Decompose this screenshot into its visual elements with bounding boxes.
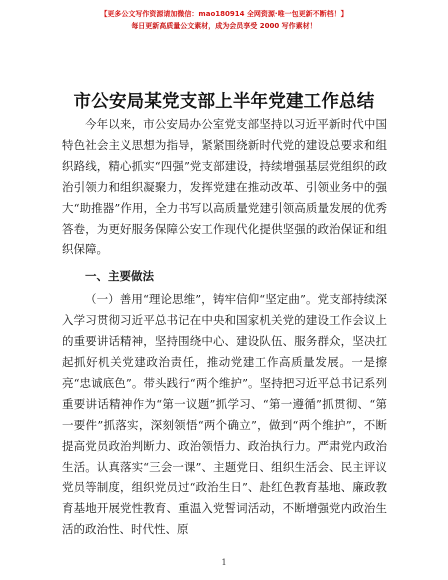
promo-banner-line-2: 每日更新高质量公文素材，成为会员享受 2000 写作素材！ (131, 22, 317, 30)
promo-banner (0, 8, 448, 32)
document-body (62, 114, 387, 540)
section-paragraph: （一）善用“理论思维”，铸牢信仰“坚定曲”。党支部持续深入学习贯彻习近平总书记在中央和国家机关党的建设工作会议上的重要讲话精神，坚持围绕中心、建设队伍、服务群众，坚决扛起抓好机关党建政治责任，推动党建工作高质量发展。一是擦亮“忠诚底色”。带头践行“两个维护”。坚持把习近平总书记系列重要讲话精神作为“第一议题”抓学习、“第一遵循”抓贯彻、“第一要件”抓落实，深刻领悟“两个确立”，做到“两个维护”，不断提高党员政治判断力、政治领悟力、政治执行力。严肃党内政治生活。认真落实“三会一课”、主题党日、组织生活会、民主评议党员等制度，组织党员过“政治生日”、赴红色教育基地、廉政教育基地开展党性教育、重温入党誓词活动，不断增强党内政治生活的政治性、时代性、原 (62, 292, 387, 537)
intro-paragraph: 今年以来，市公安局办公室党支部坚持以习近平新时代中国特色社会主义思想为指导，紧紧围绕新时代党的建设总要求和组织路线，精心抓实“四强”党支部建设，持续增强基层党组织的政治引领力和组织凝聚力，发挥党建在推动改革、引领业务中的强大“助推器”作用，全力书写以高质量党建引领高质量发展的优秀答卷，为更好服务保障公安工作现代化提供坚强的政治保证和组织保障。 (62, 117, 387, 257)
page-number: 1 (221, 558, 227, 567)
promo-banner-line-1: 【更多公文写作资源请加微信：mao180914 全网资源·唯一包更新不断档！】 (100, 10, 348, 18)
section-heading: 一、主要做法 (85, 269, 154, 284)
document-title: 市公安局某党支部上半年党建工作总结 (73, 92, 375, 112)
